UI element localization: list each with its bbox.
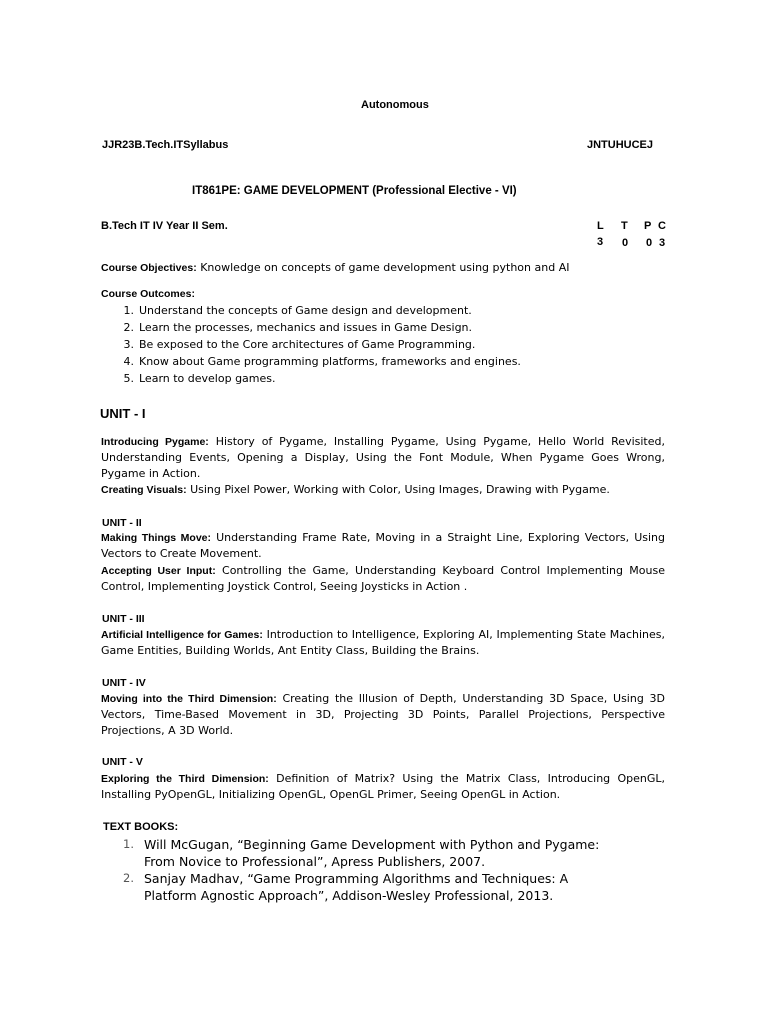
ltpc-header-c: C — [658, 220, 666, 232]
objectives-text: Knowledge on concepts of game development using python and AI — [200, 261, 570, 274]
university-name: JNTUHUCEJ — [587, 139, 654, 151]
list-item: 4. Know about Game programming platforms, frameworks and engines. — [123, 355, 521, 368]
objectives-label: Course Objectives: — [101, 262, 197, 274]
list-item: 5. Learn to develop games. — [123, 372, 276, 385]
unit-1-topic-2: Creating Visuals: Using Pixel Power, Working with Color, Using Images, Drawing with Pygame. — [101, 483, 610, 496]
ltpc-value-t: 0 — [622, 237, 629, 249]
ltpc-value-l: 3 — [597, 236, 604, 248]
unit-4-heading: UNIT - IV — [102, 677, 146, 689]
unit-3-topic-1: Artificial Intelligence for Games: Introduction to Intelligence, Exploring AI, Implementing State Machines, Game Entities, Building Worlds, Ant Entity Class, Building the Brains. — [101, 628, 666, 657]
list-item: 2. Sanjay Madhav, “Game Programming Algorithms and Techniques: A Platform Agnostic Approach”, Addison-Wesley Professional, 2013. — [123, 871, 569, 903]
ltpc-header-t: T — [621, 220, 628, 232]
unit-4-topic-1: Moving into the Third Dimension: Creating the Illusion of Depth, Understanding 3D Space, Using 3D Vectors, Time-Based Movement in 3D, Projecting 3D Points, Parallel Projections, Perspective Projections, A 3D World. — [101, 692, 665, 737]
unit-5-topic-1: Exploring the Third Dimension: Definition of Matrix? Using the Matrix Class, Introducing OpenGL, Installing PyOpenGL, Initializing OpenGL, OpenGL Primer, Seeing OpenGL in Action. — [101, 772, 666, 801]
ltpc-value-p: 0 — [646, 237, 653, 249]
unit-2-topic-1: Making Things Move: Understanding Frame Rate, Moving in a Straight Line, Exploring Vectors, Using Vectors to Create Movement. — [101, 531, 665, 560]
list-item: 1. Will McGugan, “Beginning Game Development with Python and Pygame: From Novice to Professional”, Apress Publishers, 2007. — [123, 837, 600, 869]
list-item: 1. Understand the concepts of Game design and development. — [123, 304, 472, 317]
autonomous-label: Autonomous — [361, 99, 429, 111]
ltpc-header-p: P — [644, 220, 652, 232]
unit-1-topic-1: Introducing Pygame: History of Pygame, Installing Pygame, Using Pygame, Hello World Revisited, Understanding Events, Opening a Display, Using the Font Module, When Pygame Goes Wrong, Pygame in Action. — [101, 435, 665, 480]
outcomes-list — [114, 303, 674, 388]
ltpc-header-l: L — [597, 220, 604, 232]
unit-1-heading: UNIT - I — [100, 406, 146, 421]
unit-5-heading: UNIT - V — [102, 756, 143, 768]
list-item: 3. Be exposed to the Core architectures of Game Programming. — [123, 338, 476, 351]
course-objectives — [101, 260, 701, 276]
textbooks-list — [122, 836, 622, 904]
ltpc-value-c: 3 — [659, 237, 666, 249]
unit-2-heading: UNIT - II — [102, 517, 142, 529]
unit-2-topic-2: Accepting User Input: Controlling the Game, Understanding Keyboard Control Implementing Mouse Control, Implementing Joystick Control, Seeing Joysticks in Action . — [101, 564, 665, 593]
semester-label: B.Tech IT IV Year II Sem. — [101, 220, 228, 232]
unit-3-heading: UNIT - III — [102, 613, 145, 625]
textbooks-heading: TEXT BOOKS: — [103, 821, 179, 833]
course-title: IT861PE: GAME DEVELOPMENT (Professional Elective - VI) — [192, 185, 517, 197]
outcomes-label: Course Outcomes: — [101, 288, 195, 300]
syllabus-code: JJR23B.Tech.ITSyllabus — [102, 139, 229, 151]
list-item: 2. Learn the processes, mechanics and issues in Game Design. — [123, 321, 473, 334]
